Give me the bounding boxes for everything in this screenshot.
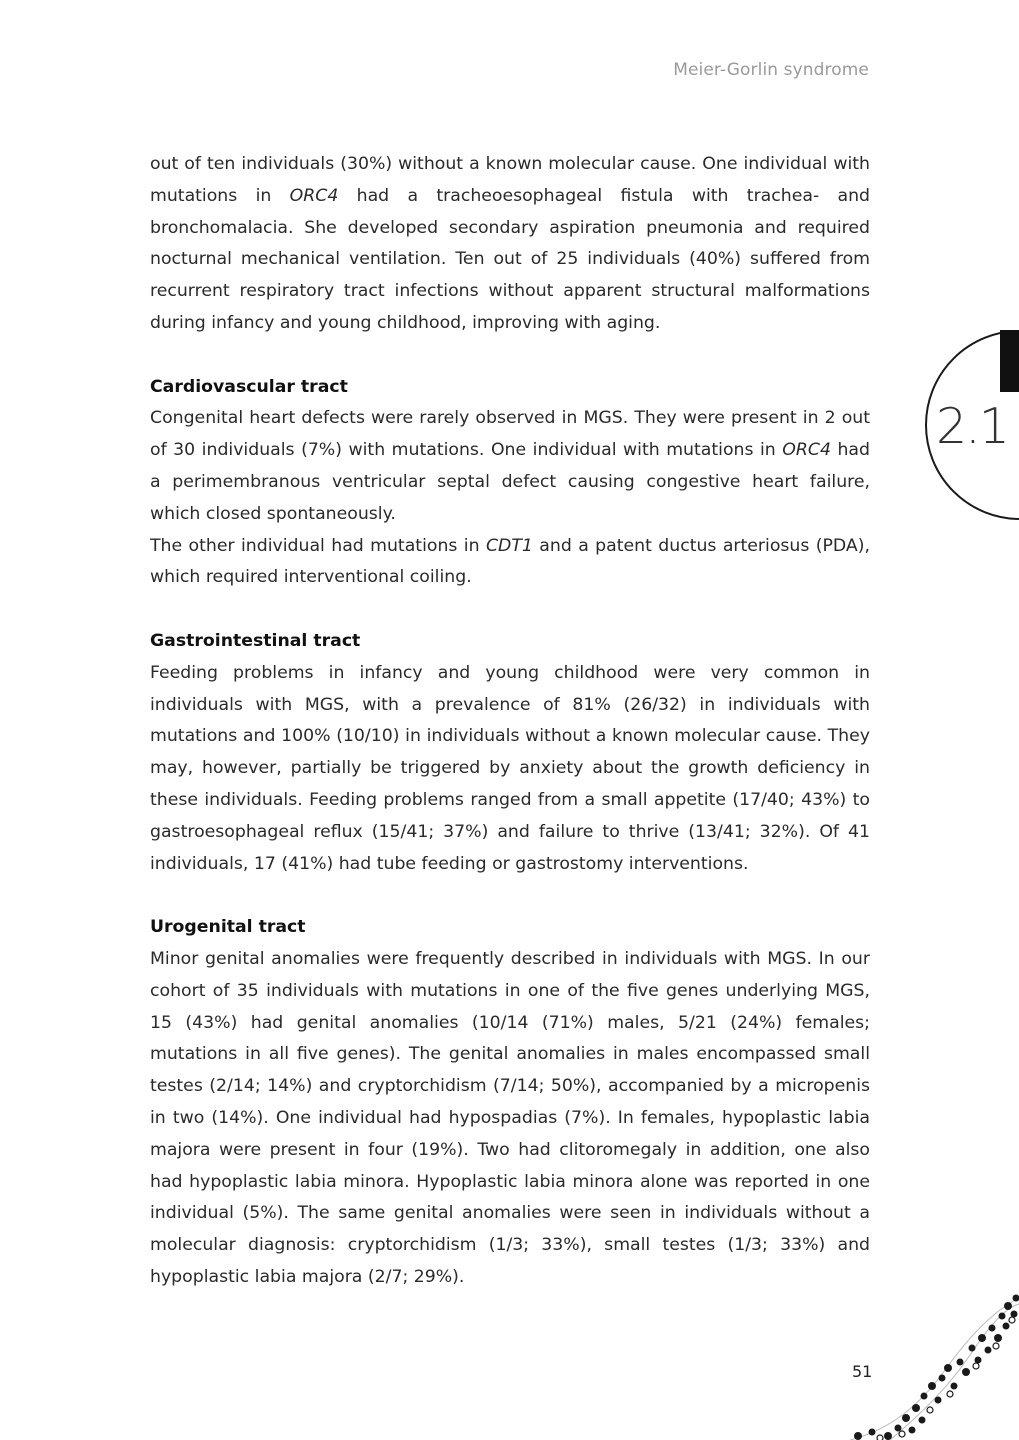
urogenital-paragraph: Minor genital anomalies were frequently described in individuals with MGS. In our cohort of 35 individuals with mutations in one of the five genes underlying MGS, 15 (43%) had genital anomalies (10/14 (71%) males, 5/21 (24%) females; mutations in all five genes). The genital anomalies in males encompassed small testes (2/14; 14%) and cryptorchidism (7/14; 50%), accompanied by a micropenis in two (14%). One individual had hypospadias (7%). In females, hypoplastic labia majora were present in four (19%). Two had clitoromegaly in addition, one also had hypoplastic labia minora. Hypoplastic labia minora alone was reported in one individual (5%). The same genital anomalies were seen in individuals without a molecular diagnosis: cryptorchidism (1/3; 33%), small testes (1/3; 33%) and hypoplastic labia majora (2/7; 29%). bbox=[150, 948, 870, 1287]
page-number: 51 bbox=[852, 1362, 873, 1381]
gene-name: ORC4 bbox=[289, 185, 339, 206]
intro-paragraph: out of ten individuals (30%) without a known molecular cause. One individual with mutations in ORC4 had a tracheoesophageal fistula with trachea- and bronchomalacia. She developed secondary aspiration pneumonia and required nocturnal mechanical ventilation. Ten out of 25 individuals (40%) suffered from recurrent respiratory tract infections without apparent structural malformations during infancy and young childhood, improving with aging. bbox=[150, 154, 870, 333]
chapter-tab-bar bbox=[1000, 330, 1019, 392]
section-heading-gastrointestinal: Gastrointestinal tract bbox=[150, 630, 361, 651]
cardiovascular-paragraph-1: Congenital heart defects were rarely observed in MGS. They were present in 2 out of 30 individuals (7%) with mutations. One individual with mutations in ORC4 had a perimembranous ventricular septal defect causing congestive heart failure, which closed spontaneously. bbox=[150, 408, 870, 524]
body-text bbox=[150, 149, 870, 1294]
gene-name: ORC4 bbox=[782, 440, 831, 461]
cardiovascular-paragraph-2: The other individual had mutations in CDT1 and a patent ductus arteriosus (PDA), which required interventional coiling. bbox=[150, 535, 870, 588]
section-heading-urogenital: Urogenital tract bbox=[150, 917, 306, 938]
chapter-number: 2.1 bbox=[936, 398, 1008, 455]
running-header: Meier-Gorlin syndrome bbox=[673, 60, 869, 80]
dna-helix-icon bbox=[850, 1290, 1019, 1440]
gastrointestinal-paragraph: Feeding problems in infancy and young childhood were very common in individuals with MGS, with a prevalence of 81% (26/32) in individuals with mutations and 100% (10/10) in individuals without a known molecular cause. They may, however, partially be triggered by anxiety about the growth deficiency in these individuals. Feeding problems ranged from a small appetite (17/40; 43%) to gastroesophageal reflux (15/41; 37%) and failure to thrive (13/41; 32%). Of 41 individuals, 17 (41%) had tube feeding or gastrostomy interventions. bbox=[150, 662, 870, 874]
gene-name: CDT1 bbox=[485, 535, 533, 556]
section-heading-cardiovascular: Cardiovascular tract bbox=[150, 376, 348, 397]
